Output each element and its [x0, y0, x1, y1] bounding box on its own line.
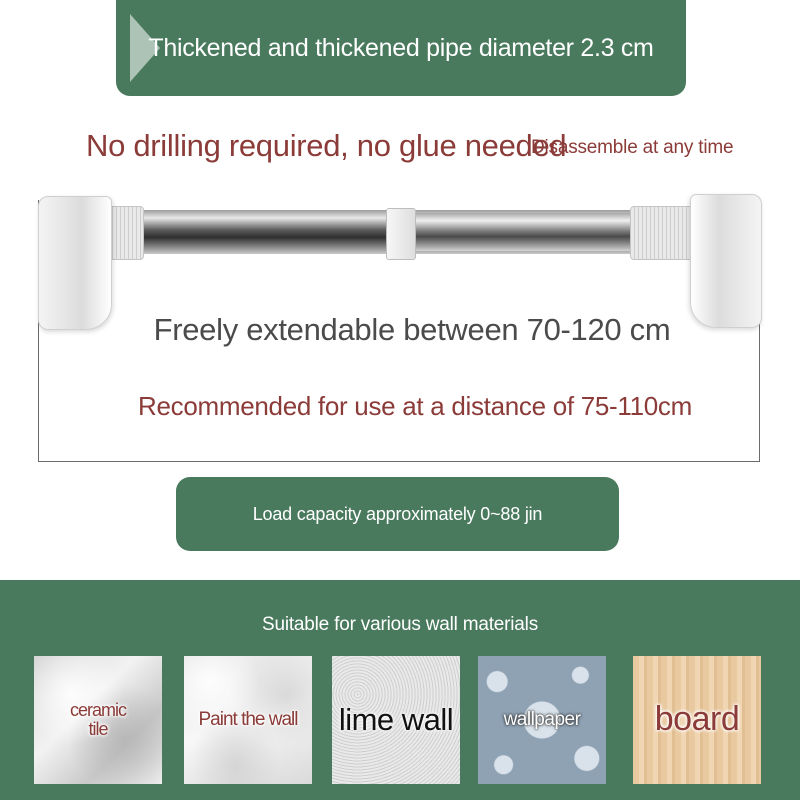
- material-label: Paint the wall: [198, 709, 298, 731]
- material-tile-wallpaper: [478, 656, 606, 784]
- arrow-decoration-icon: [130, 14, 160, 82]
- sub-headline: Disassemble at any time: [531, 137, 734, 158]
- top-banner: [116, 0, 686, 96]
- material-label: board: [654, 700, 740, 739]
- headline: No drilling required, no glue needed: [86, 128, 567, 163]
- load-capacity-badge: [176, 477, 619, 551]
- material-tile-board: [633, 656, 761, 784]
- material-tile-lime-wall: [332, 656, 460, 784]
- rod-end-cap-right: [690, 194, 762, 328]
- load-capacity-text: Load capacity approximately 0~88 jin: [252, 503, 543, 524]
- rod-end-cap-left: [38, 196, 112, 330]
- rod-inner-pipe: [414, 213, 632, 251]
- rod-sleeve-right: [630, 206, 694, 260]
- extend-range-text: Freely extendable between 70-120 cm: [153, 312, 671, 347]
- material-tile-ceramic-tile: [34, 656, 162, 784]
- rod-clip: [386, 208, 416, 260]
- top-banner-text: Thickened and thickened pipe diameter 2.3 cm: [148, 33, 654, 62]
- wall-materials-panel: [0, 580, 800, 800]
- material-label-line: ceramic: [69, 700, 126, 721]
- wall-materials-title: Suitable for various wall materials: [261, 614, 538, 635]
- material-tile-paint-wall: [184, 656, 312, 784]
- material-label: [70, 701, 126, 739]
- material-label: wallpaper: [503, 709, 581, 731]
- material-label-line: tile: [88, 719, 108, 739]
- recommend-distance-text: Recommended for use at a distance of 75-110cm: [138, 391, 692, 421]
- material-label: lime wall: [338, 701, 454, 737]
